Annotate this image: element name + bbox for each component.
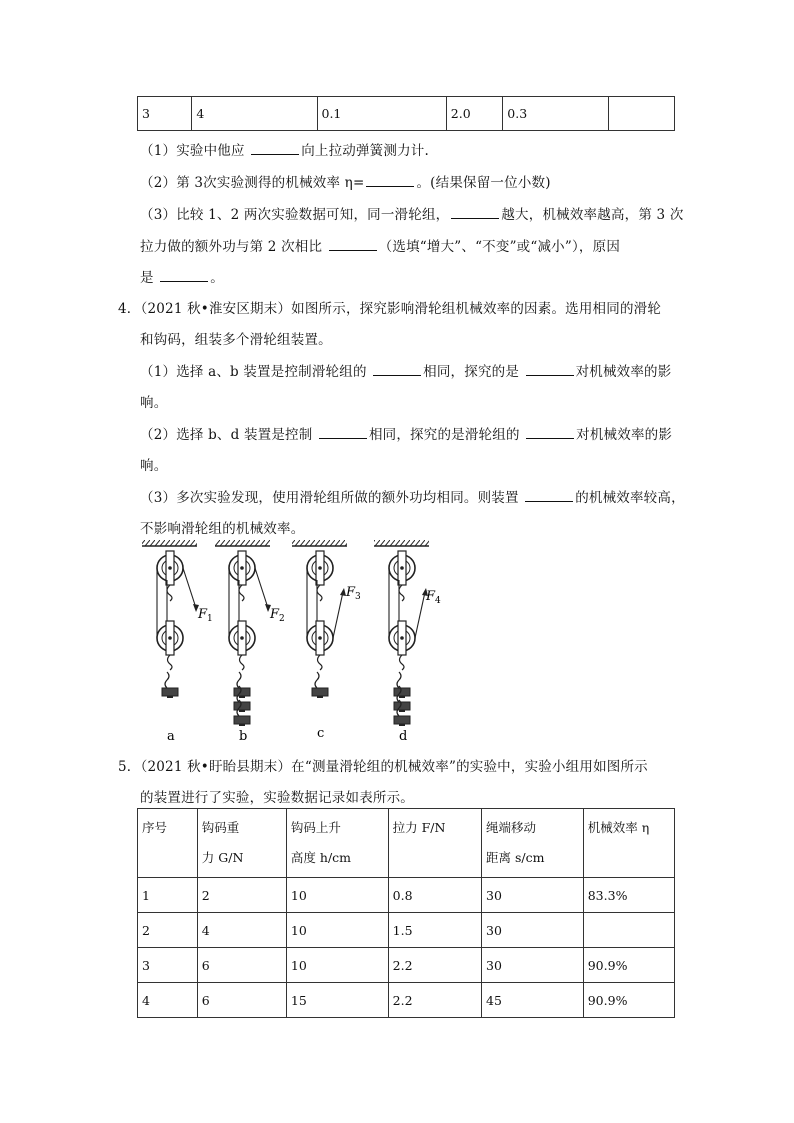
table-cell: 0.8 xyxy=(388,878,481,913)
header-cell: 序号 xyxy=(138,809,198,878)
table-cell: 1.5 xyxy=(388,913,481,948)
top-data-table xyxy=(137,96,675,131)
text: （2021 秋•淮安区期末）如图所示，探究影响滑轮组机械效率的因素。选用相同的滑轮 xyxy=(140,301,662,317)
text: 对机械效率的影 xyxy=(576,427,673,443)
q3-line-1 xyxy=(140,139,429,159)
text: 相同，探究的是 xyxy=(423,364,524,380)
text: 是 xyxy=(140,270,159,286)
table-cell: 3 xyxy=(138,97,192,131)
header-cell: 机械效率 η xyxy=(583,809,674,878)
table-cell: 4 xyxy=(138,983,198,1018)
table-cell: 2.2 xyxy=(388,948,481,983)
force-label-f4: $F_4$ xyxy=(426,589,441,606)
table-cell: 10 xyxy=(286,948,388,983)
table-cell: 30 xyxy=(482,878,584,913)
q4-stem-1 xyxy=(118,297,661,317)
answer-blank[interactable] xyxy=(329,249,377,251)
question-number: 4． xyxy=(118,301,141,317)
text: 的机械效率较高， xyxy=(575,490,685,506)
answer-blank[interactable] xyxy=(373,374,421,376)
q4-part-2 xyxy=(140,423,672,443)
q4-stem-2 xyxy=(140,328,332,348)
text: 响。 xyxy=(140,458,168,474)
q4-part-1 xyxy=(140,360,671,380)
q3-line-2 xyxy=(140,171,551,191)
text: 越大，机械效率越高，第 3 次 xyxy=(501,207,684,223)
text: （2021 秋•盱眙县期末）在“测量滑轮组的机械效率”的实验中，实验小组用如图所示 xyxy=(140,759,648,775)
setup-label-d: d xyxy=(399,729,408,744)
table-row xyxy=(138,878,675,913)
table-cell: 2.2 xyxy=(388,983,481,1018)
table-row xyxy=(138,97,675,131)
table-cell: 90.9% xyxy=(583,948,674,983)
table-cell: 6 xyxy=(197,948,286,983)
answer-blank[interactable] xyxy=(251,153,299,155)
text: 拉力做的额外功与第 2 次相比 xyxy=(140,239,327,255)
text: （3）比较 1、2 两次实验数据可知，同一滑轮组， xyxy=(140,207,450,223)
q4-part-3 xyxy=(140,486,685,506)
q5-data-table xyxy=(137,808,675,1018)
table-cell: 83.3% xyxy=(583,878,674,913)
text: （2）第 3次实验测得的机械效率 η= xyxy=(140,175,365,191)
table-cell: 30 xyxy=(482,913,584,948)
force-label-f2: $F_2$ xyxy=(270,607,285,624)
table-cell: 3 xyxy=(138,948,198,983)
text: 响。 xyxy=(140,395,168,411)
table-cell: 45 xyxy=(482,983,584,1018)
text: 对机械效率的影 xyxy=(575,364,672,380)
table-cell xyxy=(608,97,674,131)
setup-label-b: b xyxy=(239,729,248,744)
answer-blank[interactable] xyxy=(366,185,414,187)
text: 的装置进行了实验，实验数据记录如表所示。 xyxy=(140,790,414,806)
text: 相同，探究的是滑轮组的 xyxy=(368,427,525,443)
pulley-setup-b xyxy=(215,540,271,726)
table-cell: 10 xyxy=(286,878,388,913)
pulley-setup-d xyxy=(374,540,429,726)
table-row xyxy=(138,913,675,948)
table-cell: 6 xyxy=(197,983,286,1018)
q4-part-2-cont xyxy=(140,454,167,474)
text: （2）选择 b、d 装置是控制 xyxy=(140,427,317,443)
table-cell: 1 xyxy=(138,878,198,913)
setup-label-a: a xyxy=(167,729,175,744)
table-row xyxy=(138,983,675,1018)
table-cell xyxy=(583,913,674,948)
q3-line-4 xyxy=(140,235,620,255)
q4-part-3-cont xyxy=(140,517,304,537)
text: （选填“增大”、“不变”或“减小”），原因 xyxy=(378,239,621,255)
text: （3）多次实验发现，使用滑轮组所做的额外功均相同。则装置 xyxy=(140,490,524,506)
table-cell: 15 xyxy=(286,983,388,1018)
pulley-systems-figure xyxy=(140,540,440,745)
text: 向上拉动弹簧测力计. xyxy=(301,143,429,159)
header-cell: 拉力 F/N xyxy=(388,809,481,878)
table-cell: 10 xyxy=(286,913,388,948)
q5-stem-1 xyxy=(118,755,648,775)
answer-blank[interactable] xyxy=(525,500,573,502)
table-header-row xyxy=(138,809,675,878)
table-cell: 4 xyxy=(197,913,286,948)
text: 不影响滑轮组的机械效率。 xyxy=(140,521,305,537)
answer-blank[interactable] xyxy=(526,374,574,376)
q3-line-3 xyxy=(140,203,684,223)
pulley-setup-a xyxy=(142,540,199,698)
table-cell: 4 xyxy=(192,97,317,131)
force-label-f1: $F_1$ xyxy=(198,607,213,624)
table-cell: 90.9% xyxy=(583,983,674,1018)
answer-blank[interactable] xyxy=(160,280,208,282)
setup-label-c: c xyxy=(317,726,325,741)
text: 和钩码，组装多个滑轮组装置。 xyxy=(140,332,332,348)
pulley-setup-c xyxy=(292,540,347,698)
table-cell: 0.1 xyxy=(317,97,446,131)
q5-stem-2 xyxy=(140,786,414,806)
table-cell: 30 xyxy=(482,948,584,983)
table-cell: 2 xyxy=(197,878,286,913)
question-number: 5． xyxy=(118,759,141,775)
table-cell: 2 xyxy=(138,913,198,948)
answer-blank[interactable] xyxy=(451,217,499,219)
text: 。(结果保留一位小数) xyxy=(416,175,551,191)
table-cell: 2.0 xyxy=(446,97,502,131)
header-cell: 绳端移动 距离 s/cm xyxy=(482,809,584,878)
q4-part-1-cont xyxy=(140,391,167,411)
table-row xyxy=(138,948,675,983)
answer-blank[interactable] xyxy=(526,437,574,439)
header-cell: 钩码上升 高度 h/cm xyxy=(286,809,388,878)
force-label-f3: $F_3$ xyxy=(346,585,361,602)
answer-blank[interactable] xyxy=(319,437,367,439)
text: （1）选择 a、b 装置是控制滑轮组的 xyxy=(140,364,372,380)
table-cell: 0.3 xyxy=(503,97,609,131)
header-cell: 钩码重 力 G/N xyxy=(197,809,286,878)
text: 。 xyxy=(210,270,224,286)
text: （1）实验中他应 xyxy=(140,143,250,159)
q3-line-5 xyxy=(140,266,224,286)
